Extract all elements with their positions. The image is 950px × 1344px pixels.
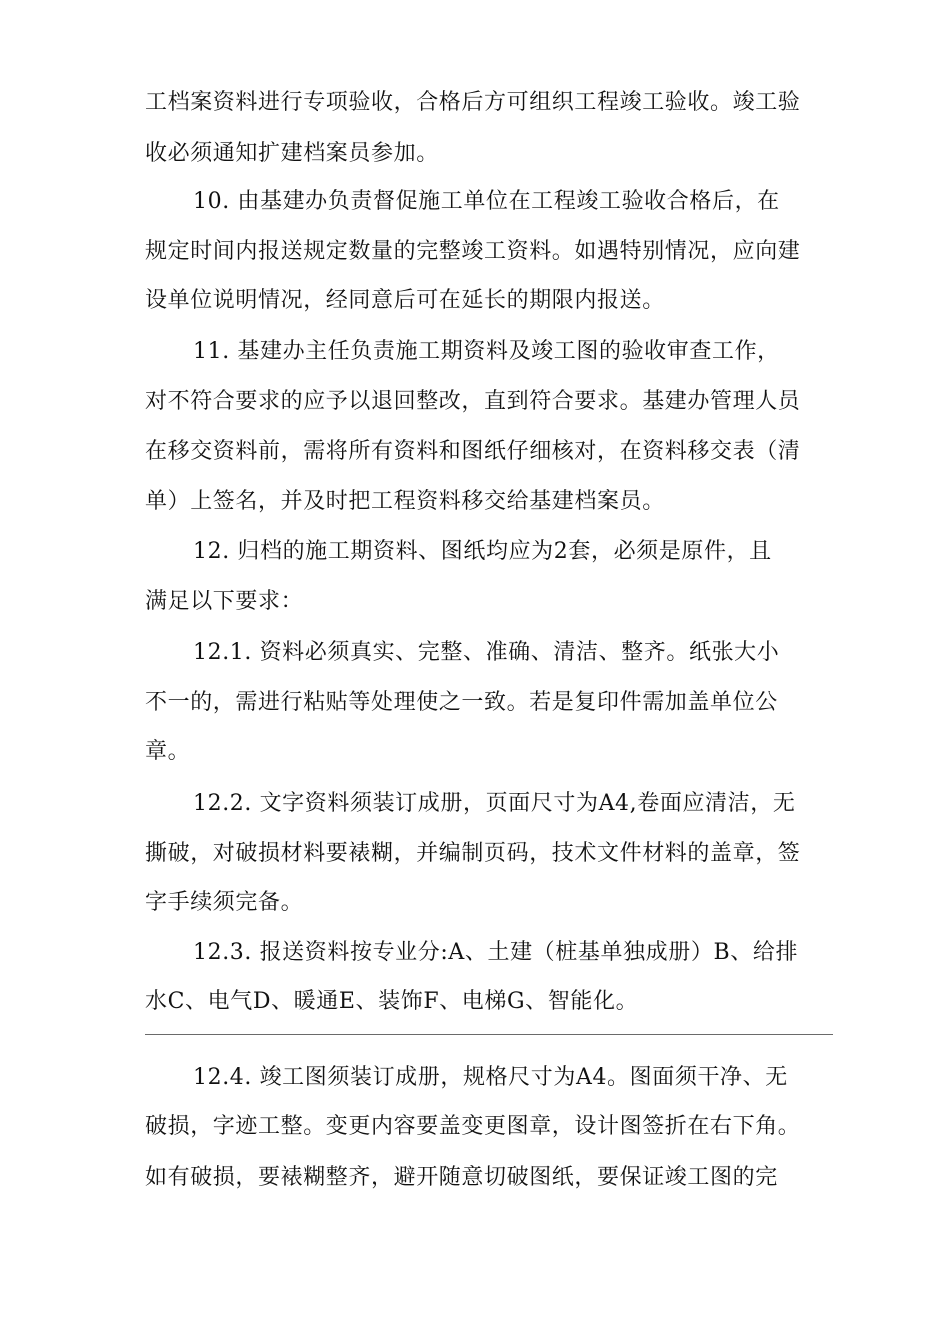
divider <box>145 1034 833 1035</box>
text-line: 设单位说明情况，经同意后可在延长的期限内报送。 <box>145 288 665 313</box>
paragraph-12-start: 12. 归档的施工期资料、图纸均应为2套，必须是原件，且 <box>193 539 772 564</box>
text-line: 满足以下要求： <box>145 589 304 614</box>
text-line: 字手续须完备。 <box>145 890 304 915</box>
text-line: 撕破，对破损材料要裱糊，并编制页码，技术文件材料的盖章，签 <box>145 841 801 866</box>
text-line: 水C、电气D、暖通E、装饰F、电梯G、智能化。 <box>145 989 639 1014</box>
paragraph-12-4-start: 12.4. 竣工图须装订成册，规格尺寸为A4。图面须干净、无 <box>193 1065 788 1090</box>
paragraph-12-1-start: 12.1. 资料必须真实、完整、准确、清洁、整齐。纸张大小 <box>193 640 780 665</box>
text-line: 章。 <box>145 739 191 764</box>
text-line: 对不符合要求的应予以退回整改，直到符合要求。基建办管理人员 <box>145 389 801 414</box>
text-line: 收必须通知扩建档案员参加。 <box>145 141 439 166</box>
text-line: 在移交资料前，需将所有资料和图纸仔细核对，在资料移交表（清 <box>145 439 801 464</box>
text-line: 如有破损，要裱糊整齐，避开随意切破图纸，要保证竣工图的完 <box>145 1165 778 1190</box>
text-line: 单）上签名，并及时把工程资料移交给基建档案员。 <box>145 489 665 514</box>
text-line: 规定时间内报送规定数量的完整竣工资料。如遇特别情况，应向建 <box>145 239 801 264</box>
text-line: 破损，字迹工整。变更内容要盖变更图章，设计图签折在右下角。 <box>145 1114 801 1139</box>
paragraph-12-3-start: 12.3. 报送资料按专业分:A、土建（桩基单独成册）B、给排 <box>193 940 799 965</box>
paragraph-10-start: 10. 由基建办负责督促施工单位在工程竣工验收合格后，在 <box>193 189 780 214</box>
text-line: 不一的，需进行粘贴等处理使之一致。若是复印件需加盖单位公 <box>145 690 778 715</box>
paragraph-11-start: 11. 基建办主任负责施工期资料及竣工图的验收审查工作， <box>193 339 780 364</box>
text-line: 工档案资料进行专项验收，合格后方可组织工程竣工验收。竣工验 <box>145 90 801 115</box>
paragraph-12-2-start: 12.2. 文字资料须装订成册，页面尺寸为A4,卷面应清洁，无 <box>193 791 796 816</box>
